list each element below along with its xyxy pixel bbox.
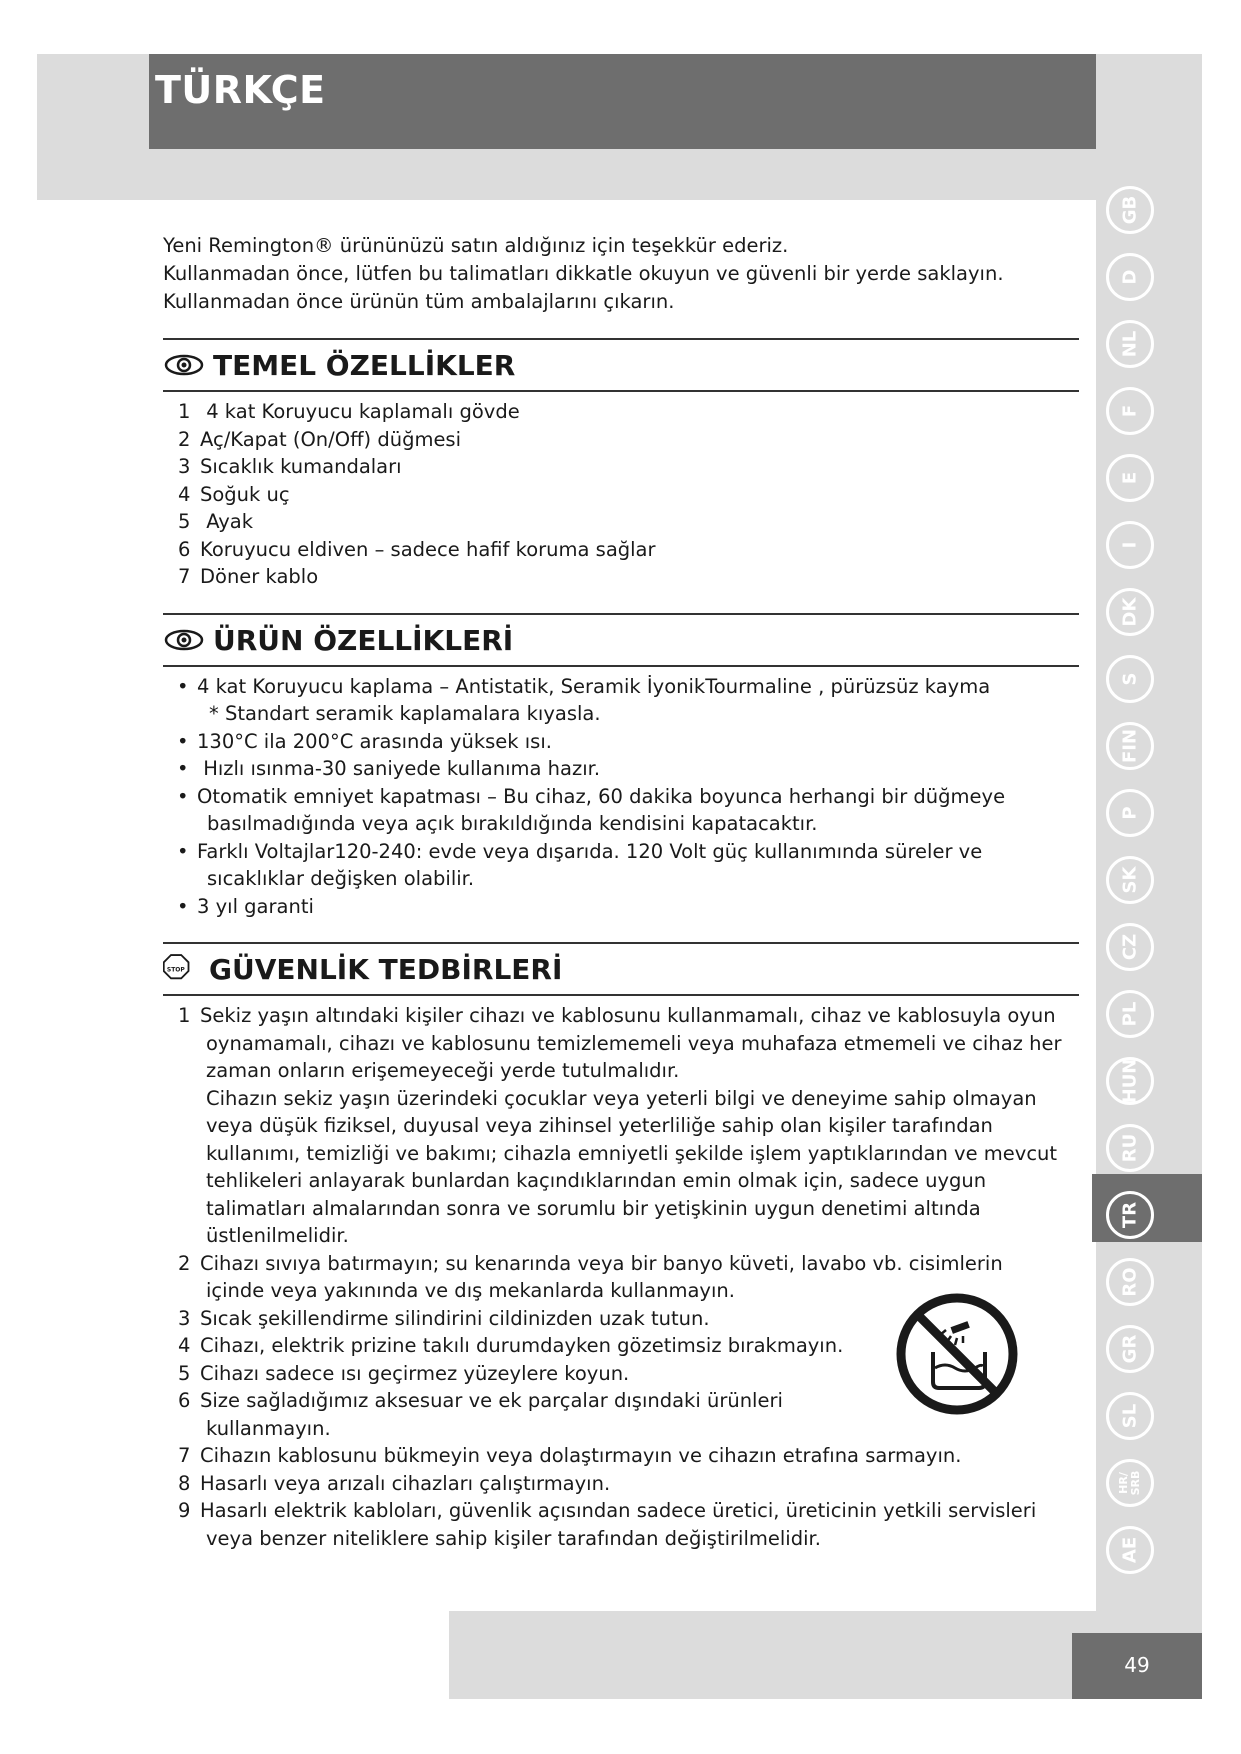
- language-tab-cz[interactable]: [1106, 923, 1154, 971]
- bullet-text: Hızlı ısınma-30 saniyede kullanıma hazır.: [197, 757, 601, 780]
- features-section: [163, 338, 1079, 591]
- item-line: Cihazı, elektrik prizine takılı durumdayken gözetimsiz bırakmayın.: [200, 1334, 844, 1357]
- item-text: Koruyucu eldiven – sadece hafif koruma sağlar: [200, 537, 656, 561]
- language-tab-hun[interactable]: [1106, 1057, 1154, 1105]
- feature-item: [163, 563, 1079, 591]
- item-line: Cihazın sekiz yaşın üzerindeki çocuklar veya yeterli bilgi ve deneyime sahip olmayan: [206, 1086, 1037, 1110]
- item-line: içinde veya yakınında ve dış mekanlarda kullanmayın.: [206, 1279, 735, 1302]
- item-text: Aç/Kapat (On/Off) düğmesi: [200, 427, 462, 451]
- language-tab-gr[interactable]: [1106, 1325, 1154, 1373]
- item-number: 2: [178, 1251, 191, 1275]
- title-bar: [149, 54, 1096, 149]
- language-tab-i[interactable]: [1106, 521, 1154, 569]
- product-bullet: [163, 673, 1079, 728]
- item-line: Sekiz yaşın altındaki kişiler cihazı ve kablosunu kullanmamalı, cihaz ve kablosuyla oyun: [200, 1004, 1056, 1027]
- safety-item: [163, 1497, 1079, 1552]
- item-number: 1: [178, 400, 191, 423]
- language-code: AE: [1119, 1536, 1141, 1564]
- language-tab-ae[interactable]: [1106, 1526, 1154, 1574]
- language-tab-f[interactable]: [1106, 387, 1154, 435]
- language-code: P: [1119, 806, 1141, 820]
- language-code: FIN: [1119, 728, 1141, 764]
- item-number: 4: [178, 1334, 191, 1357]
- item-number: 6: [178, 537, 191, 561]
- language-tab-tr[interactable]: [1106, 1191, 1154, 1239]
- features-title: TEMEL ÖZELLİKLER: [213, 349, 516, 382]
- language-code: DK: [1119, 597, 1141, 627]
- item-text: 4 kat Koruyucu kaplamalı gövde: [200, 400, 520, 423]
- item-text: Döner kablo: [200, 565, 319, 588]
- language-code: RU: [1119, 1133, 1141, 1163]
- product-bullet: [163, 728, 1079, 756]
- intro-line: Kullanmadan önce ürünün tüm ambalajlarını çıkarın.: [163, 290, 675, 313]
- feature-item: [163, 453, 1079, 481]
- language-tab-sl[interactable]: [1106, 1392, 1154, 1440]
- bullet-text: 3 yıl garanti: [197, 894, 314, 918]
- language-code: GR: [1119, 1334, 1141, 1364]
- bullet-dot: •: [177, 674, 189, 698]
- language-code: D: [1119, 269, 1141, 285]
- bullet-dot: •: [177, 894, 189, 918]
- item-number: 9: [178, 1499, 191, 1522]
- language-tab-gb[interactable]: [1106, 186, 1154, 234]
- item-line: Cihazı sıvıya batırmayın; su kenarında veya bir banyo küveti, lavabo vb. cisimlerin: [200, 1251, 1003, 1275]
- language-code: I: [1119, 541, 1141, 549]
- item-number: 3: [178, 455, 191, 478]
- page-number: 49: [1124, 1653, 1150, 1677]
- language-code: TR: [1119, 1201, 1141, 1229]
- item-number: 5: [178, 1361, 191, 1385]
- product-header: [163, 613, 1079, 667]
- product-section: [163, 613, 1079, 921]
- feature-item: [163, 426, 1079, 454]
- item-text: Ayak: [200, 510, 253, 533]
- item-number: 1: [178, 1004, 191, 1027]
- safety-list: [163, 1002, 1079, 1552]
- item-line: üstlenilmelidir.: [206, 1224, 349, 1247]
- language-tab-ro[interactable]: [1106, 1258, 1154, 1306]
- language-code: E: [1119, 471, 1141, 485]
- item-line: Hasarlı veya arızalı cihazları çalıştırmayın.: [200, 1471, 611, 1495]
- features-list: [163, 398, 1079, 591]
- item-text: Soğuk uç: [200, 482, 290, 506]
- item-number: 3: [178, 1306, 191, 1330]
- stop-icon: [163, 951, 199, 987]
- item-line: Hasarlı elektrik kabloları, güvenlik açısından sadece üretici, üreticinin yetkili servisleri: [200, 1499, 1037, 1522]
- feature-item: [163, 481, 1079, 509]
- language-tab-ru[interactable]: [1106, 1124, 1154, 1172]
- product-bullet: [163, 755, 1079, 783]
- no-water-bath-icon: [893, 1290, 1021, 1418]
- bullet-subtext: basılmadığında veya açık bırakıldığında kendisini kapatacaktır.: [207, 812, 818, 835]
- item-text: Sıcaklık kumandaları: [200, 455, 402, 478]
- page-title: TÜRKÇE: [155, 68, 326, 112]
- language-tab-p[interactable]: [1106, 789, 1154, 837]
- language-tab-hrsrb[interactable]: [1106, 1459, 1154, 1507]
- safety-item: [163, 1442, 1079, 1470]
- bullet-text: 130°C ila 200°C arasında yüksek ısı.: [197, 729, 552, 753]
- feature-item: [163, 398, 1079, 426]
- item-line: talimatları almalarından sonra ve sorumlu bir yetişkinin uygun denetimi altında: [206, 1196, 981, 1220]
- language-code: NL: [1119, 330, 1141, 358]
- language-code: S: [1119, 672, 1141, 686]
- bullet-dot: •: [177, 729, 189, 753]
- item-number: 8: [178, 1471, 191, 1495]
- language-tab-d[interactable]: [1106, 253, 1154, 301]
- bullet-dot: •: [177, 757, 189, 780]
- bullet-text: 4 kat Koruyucu kaplama – Antistatik, Seramik İyonikTourmaline , pürüzsüz kayma: [197, 674, 991, 698]
- language-tab-fin[interactable]: [1106, 722, 1154, 770]
- feature-item: [163, 508, 1079, 536]
- product-title: ÜRÜN ÖZELLİKLERİ: [213, 623, 514, 657]
- product-bullet: [163, 838, 1079, 893]
- language-tab-dk[interactable]: [1106, 588, 1154, 636]
- safety-title: GÜVENLİK TEDBİRLERİ: [209, 953, 563, 986]
- intro-line: Kullanmadan önce, lütfen bu talimatları dikkatle okuyun ve güvenli bir yerde saklayın.: [163, 262, 1004, 285]
- language-code: HR/ SRB: [1117, 1470, 1142, 1496]
- page-number-box: [1072, 1633, 1202, 1699]
- eye-icon: [163, 626, 205, 654]
- eye-icon: [163, 351, 205, 379]
- item-number: 2: [178, 427, 191, 451]
- language-tab-s[interactable]: [1106, 655, 1154, 703]
- language-tab-sk[interactable]: [1106, 856, 1154, 904]
- intro: [163, 232, 1079, 316]
- safety-section: [163, 942, 1079, 1552]
- item-line: zaman onların erişemeyeceği yerde tutulmalıdır.: [206, 1059, 680, 1082]
- item-line: Size sağladığımız aksesuar ve ek parçalar dışındaki ürünleri: [200, 1389, 783, 1412]
- safety-item: [163, 1470, 1079, 1498]
- stop-icon-label: STOP: [166, 966, 185, 974]
- item-number: 6: [178, 1389, 191, 1412]
- language-code: F: [1119, 404, 1141, 418]
- language-tab-pl[interactable]: [1106, 990, 1154, 1038]
- item-line: veya düşük fiziksel, duyusal veya zihinsel yeterliliğe sahip olan kişiler tarafından: [206, 1114, 993, 1137]
- product-bullet: [163, 783, 1079, 838]
- bullet-text: Otomatik emniyet kapatması – Bu cihaz, 60 dakika boyunca herhangi bir düğmeye: [197, 784, 1006, 808]
- intro-line: Yeni Remington® ürününüzü satın aldığınız için teşekkür ederiz.: [163, 234, 789, 257]
- feature-item: [163, 536, 1079, 564]
- item-number: 7: [178, 1444, 191, 1467]
- item-line: oynamamalı, cihazı ve kablosunu temizlememeli veya muhafaza etmemeli ve cihaz her: [206, 1031, 1062, 1055]
- item-line: Cihazı sadece ısı geçirmez yüzeylere koyun.: [200, 1361, 630, 1385]
- language-code: SK: [1119, 866, 1141, 894]
- item-line: tehlikeleri anlayarak bunlardan kaçındıklarından emin olmak için, sadece uygun: [206, 1169, 987, 1192]
- safety-item: [163, 1002, 1079, 1250]
- language-code: SL: [1119, 1403, 1141, 1429]
- language-tab-nl[interactable]: [1106, 320, 1154, 368]
- language-code: GB: [1119, 195, 1141, 225]
- item-line: kullanımı, temizliği ve bakımı; cihazla emniyetli şekilde işlem yaptıklarından ve mevcut: [206, 1141, 1058, 1165]
- item-line: Sıcak şekillendirme silindirini cildinizden uzak tutun.: [200, 1306, 710, 1330]
- item-number: 7: [178, 565, 191, 588]
- language-code: RO: [1119, 1267, 1141, 1297]
- language-code: PL: [1119, 1001, 1141, 1027]
- language-tab-e[interactable]: [1106, 454, 1154, 502]
- bullet-text: Farklı Voltajlar120-240: evde veya dışarıda. 120 Volt güç kullanımında süreler ve: [197, 839, 983, 863]
- item-line: veya benzer niteliklere sahip kişiler tarafından değiştirilmelidir.: [206, 1526, 821, 1550]
- item-number: 4: [178, 482, 191, 506]
- product-list: [163, 673, 1079, 921]
- safety-header: [163, 942, 1079, 996]
- bullet-subtext: * Standart seramik kaplamalara kıyasla.: [209, 702, 601, 725]
- item-line: kullanmayın.: [206, 1416, 331, 1440]
- product-bullet: [163, 893, 1079, 921]
- language-code: CZ: [1119, 933, 1141, 961]
- language-code: HUN: [1119, 1058, 1141, 1104]
- bullet-dot: •: [177, 839, 189, 863]
- item-line: Cihazın kablosunu bükmeyin veya dolaştırmayın ve cihazın etrafına sarmayın.: [200, 1444, 962, 1467]
- bullet-subtext: sıcaklıklar değişken olabilir.: [207, 867, 475, 890]
- item-number: 5: [178, 510, 191, 533]
- bullet-dot: •: [177, 784, 189, 808]
- features-header: [163, 338, 1079, 392]
